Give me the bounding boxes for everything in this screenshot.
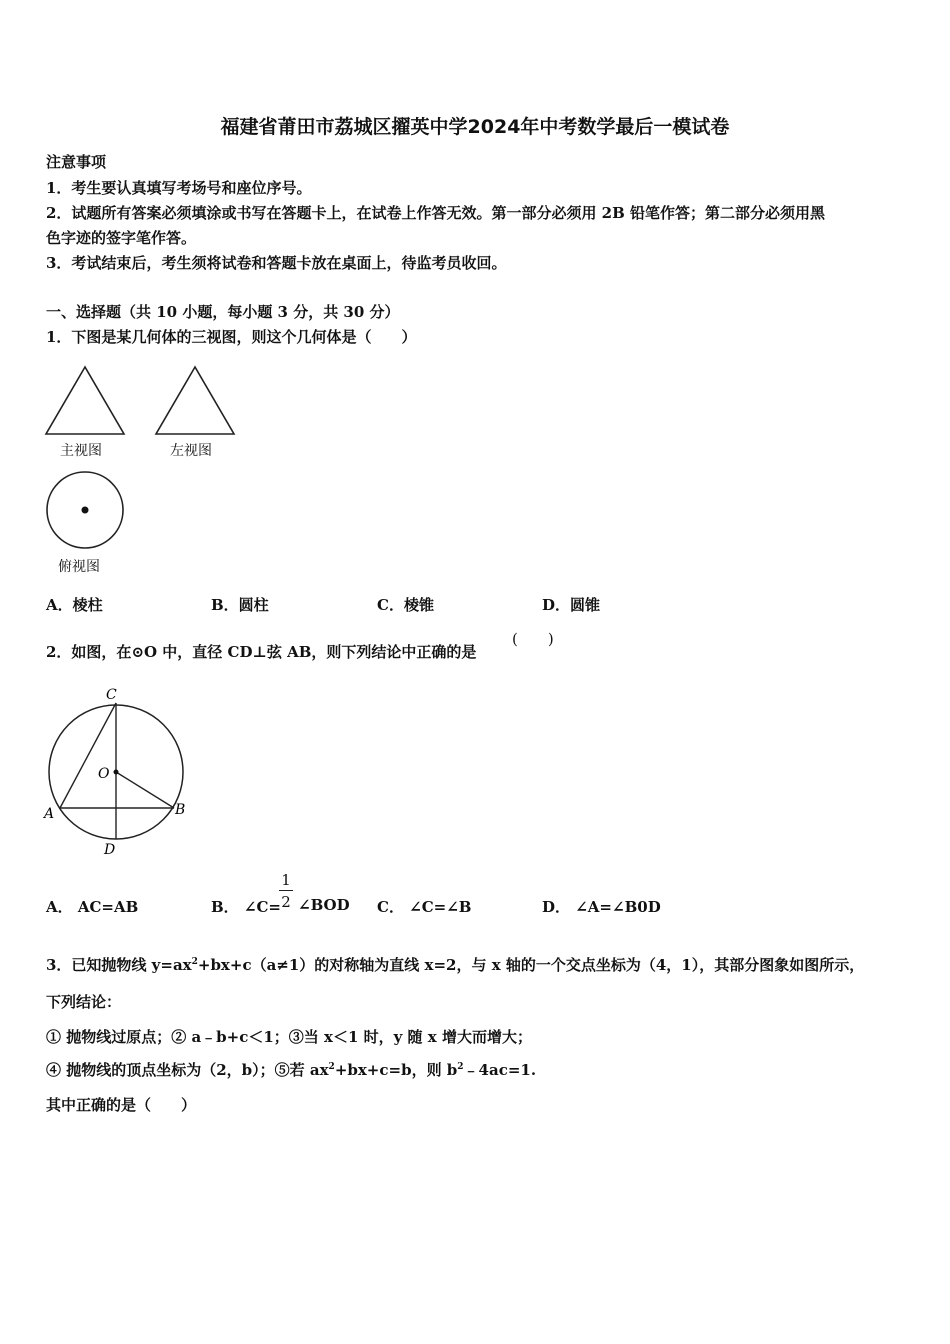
label-a: A: [44, 806, 55, 822]
label-o: O: [98, 766, 110, 782]
top-view-center-dot: [82, 507, 89, 514]
q3-line-3: ① 抛物线过原点；② a﹣b+c＜1；③当 x＜1 时，y 随 x 增大而增大；: [46, 1028, 532, 1046]
label-b: B: [175, 802, 186, 818]
q2-stem: 2．如图，在⊙O 中，直径 CD⊥弦 AB，则下列结论中正确的是: [46, 643, 477, 661]
fraction-numerator: 1: [281, 871, 291, 889]
caption-left-view: 左视图: [170, 443, 212, 459]
q3-line-1-b: +bx+c（a≠1）的对称轴为直线 x=2，与 x 轴的一个交点坐标为（4，1），其部分图象如图所示，: [197, 956, 865, 974]
notice-item-2-cont: 色字迹的签字笔作答。: [46, 229, 197, 247]
segment-ac: [60, 703, 116, 808]
q3-line-4-c: ﹣4ac=1.: [463, 1061, 537, 1079]
caption-front-view: 主视图: [60, 443, 102, 459]
q1-stem: 1．下图是某几何体的三视图，则这个几何体是（ ）: [46, 328, 417, 346]
q1-option-c[interactable]: C．棱锥: [377, 596, 434, 614]
caption-top-view: 俯视图: [58, 559, 100, 575]
q2-option-b-prefix: B． ∠C=: [211, 898, 281, 916]
label-c: C: [106, 687, 117, 703]
q2-option-d[interactable]: D． ∠A=∠B0D: [542, 898, 661, 916]
q3-line-2: 下列结论：: [46, 993, 122, 1011]
notice-heading: 注意事项: [46, 153, 107, 171]
q3-line-1-a: 3．已知抛物线 y=ax: [46, 956, 192, 974]
q2-option-a[interactable]: A． AC=AB: [46, 898, 139, 916]
left-view-triangle: [156, 367, 234, 434]
q2-option-b-suffix: ∠BOD: [298, 896, 350, 914]
front-view-triangle: [46, 367, 124, 434]
label-d: D: [104, 842, 116, 858]
notice-item-1: 1．考生要认真填写考场号和座位序号。: [46, 179, 312, 197]
q3-line-5: 其中正确的是（ ）: [46, 1096, 197, 1114]
q3-line-4: [46, 1059, 536, 1080]
exam-title: 福建省莆田市荔城区擢英中学2024年中考数学最后一模试卷: [220, 116, 730, 138]
q3-line-1: [46, 954, 864, 975]
notice-item-2: 2．试题所有答案必须填涂或书写在答题卡上，在试卷上作答无效。第一部分必须用 2B 铅笔作答；第二部分必须用黑: [46, 204, 826, 222]
segment-ob: [116, 772, 174, 808]
notice-item-3: 3．考试结束后，考生须将试卷和答题卡放在桌面上，待监考员收回。: [46, 254, 507, 272]
fraction-denominator: 2: [281, 893, 291, 911]
q2-option-c[interactable]: C． ∠C=∠B: [377, 898, 472, 916]
q1-three-views-figure: [40, 360, 250, 580]
center-point-o: [114, 770, 119, 775]
q3-line-4-a: ④ 抛物线的顶点坐标为（2，b）；⑤若 ax: [46, 1061, 329, 1079]
q2-answer-paren: ( ): [512, 630, 554, 648]
q3-line-1-sup: 2: [191, 957, 198, 967]
q3-line-4-sup1: 2: [328, 1062, 335, 1072]
section-heading: 一、选择题（共 10 小题，每小题 3 分，共 30 分）: [46, 303, 400, 321]
q1-option-b[interactable]: B．圆柱: [211, 596, 269, 614]
q3-line-4-b: +bx+c=b，则 b: [334, 1061, 458, 1079]
q1-option-a[interactable]: A．棱柱: [46, 596, 103, 614]
q1-option-d[interactable]: D．圆锥: [542, 596, 601, 614]
q3-line-4-sup2: 2: [457, 1062, 464, 1072]
q2-option-b[interactable]: [211, 896, 281, 917]
q2-circle-diagram: [40, 682, 200, 862]
fraction-bar: [279, 890, 293, 891]
